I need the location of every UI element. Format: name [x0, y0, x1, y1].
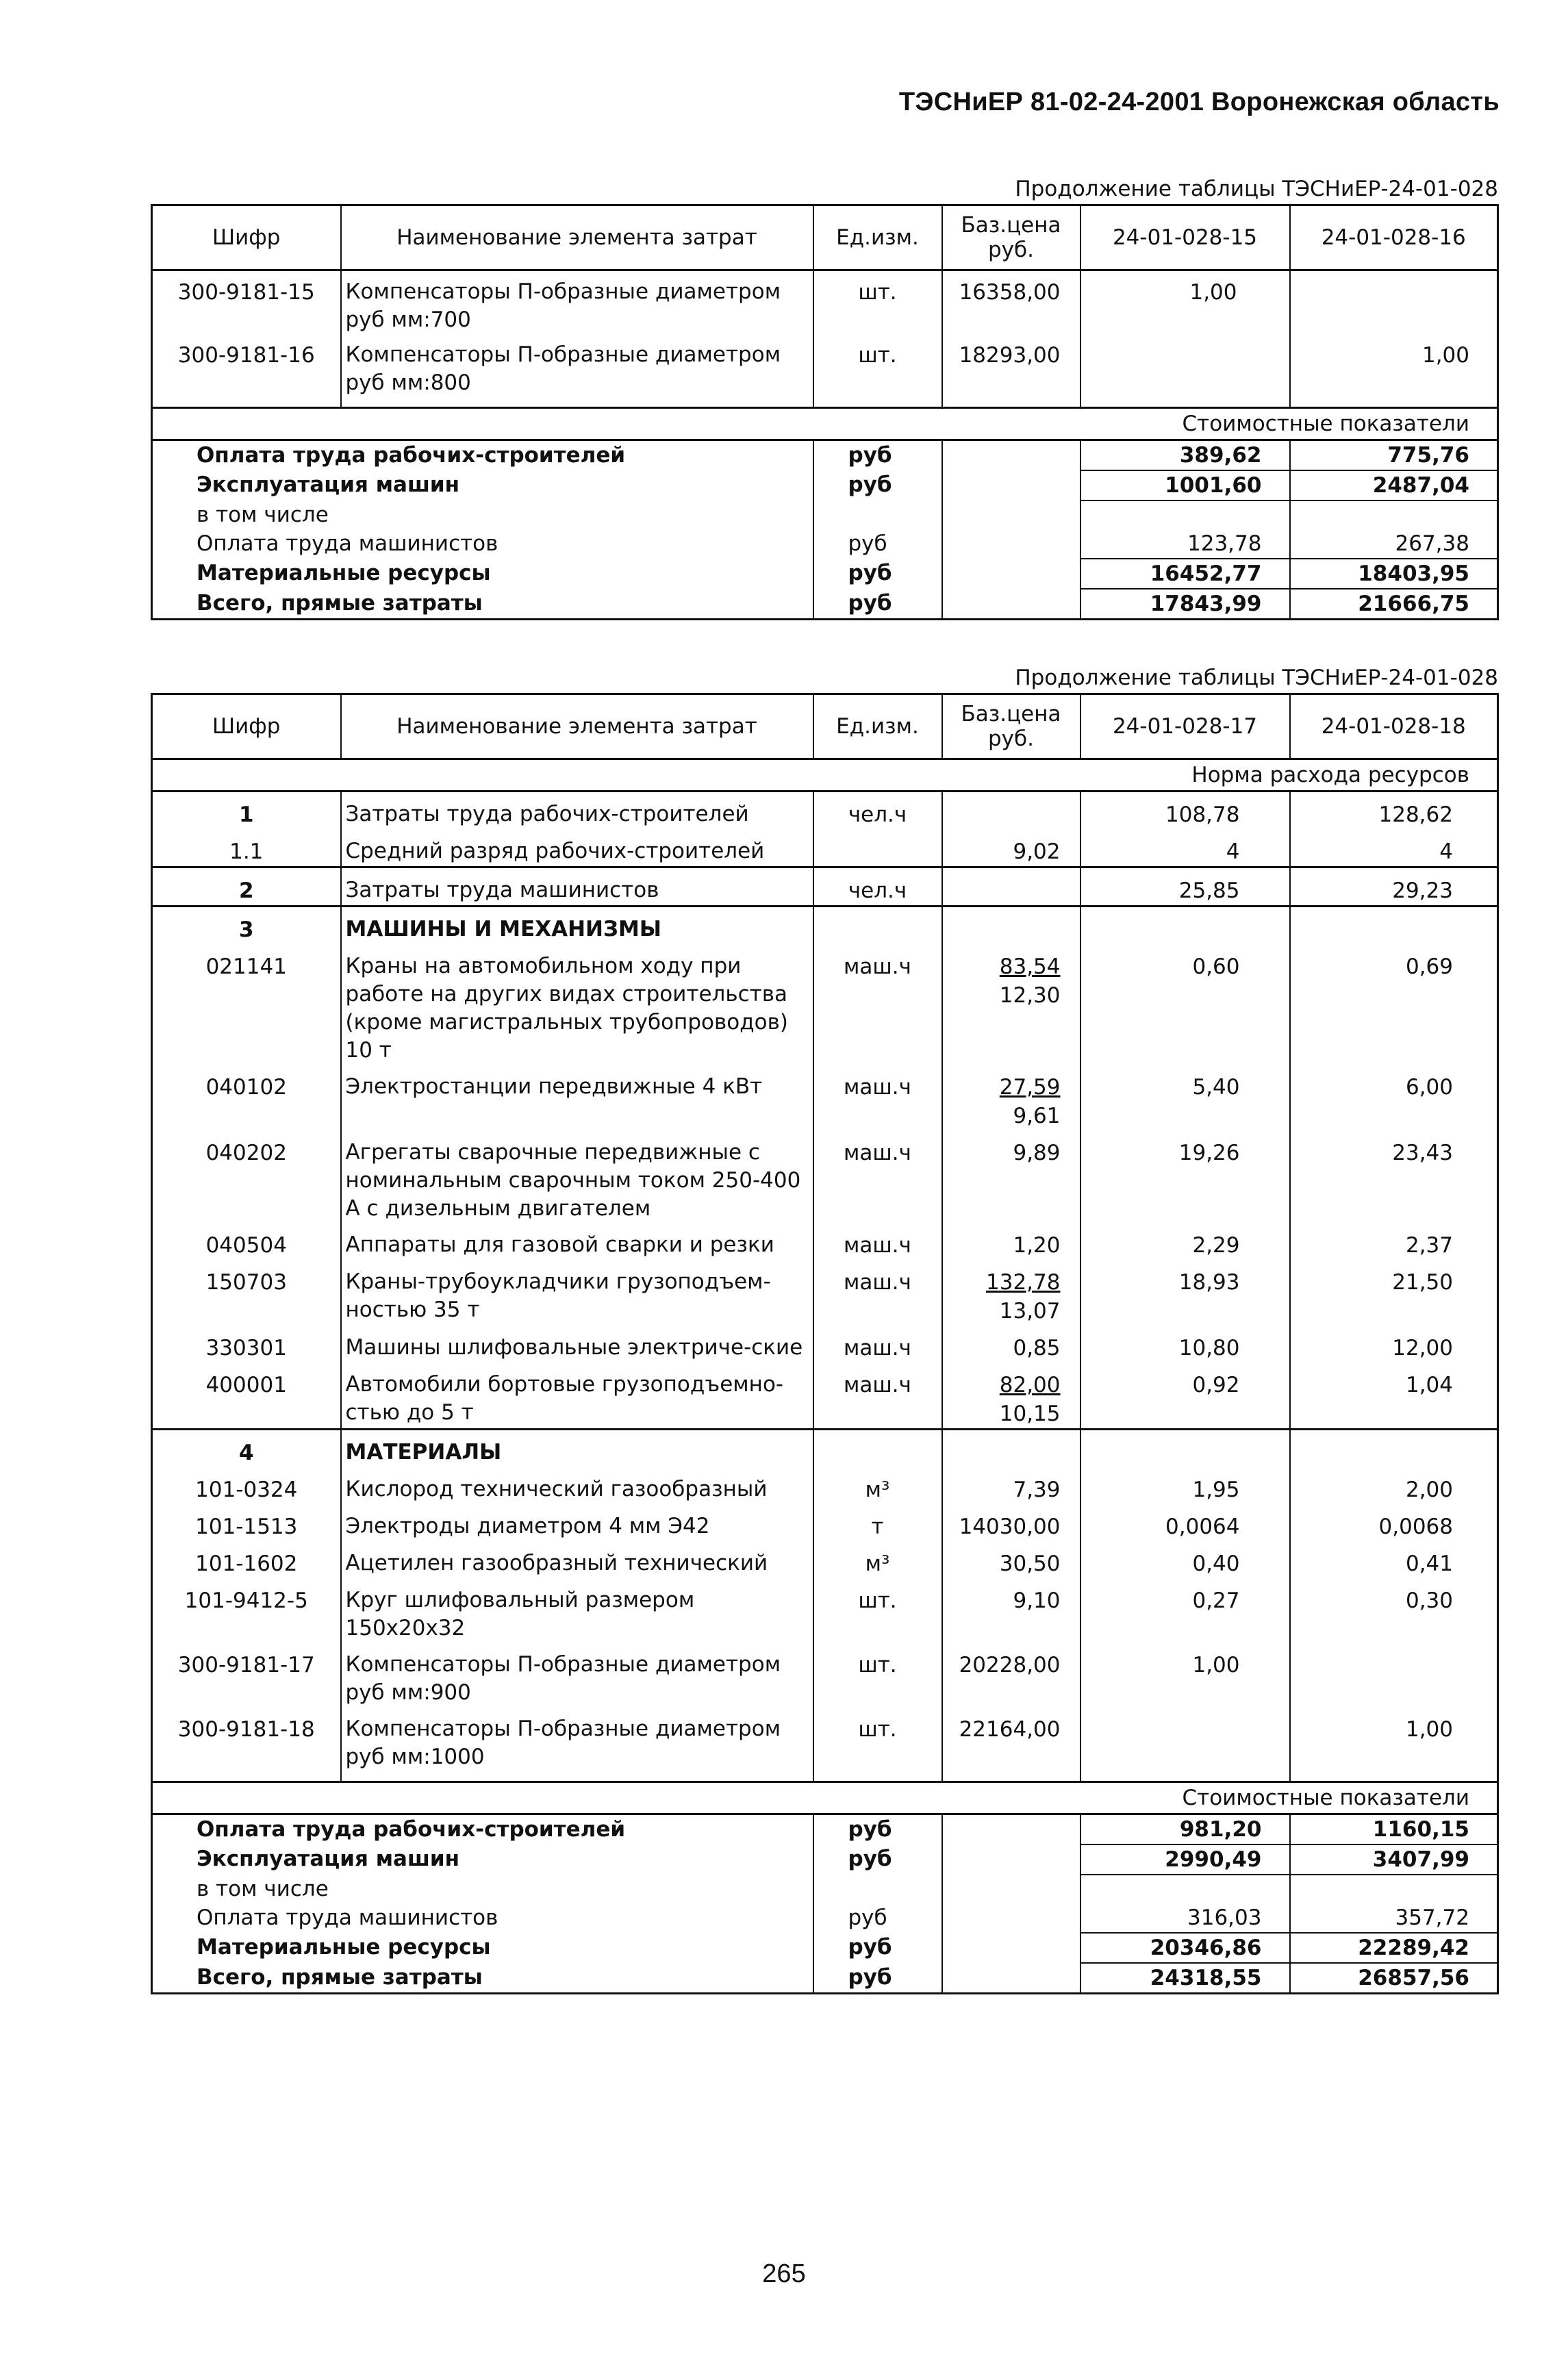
- row-price: [942, 867, 1080, 907]
- row-price: [942, 944, 1080, 1065]
- cost-value-1: 24318,55: [1080, 1963, 1290, 1994]
- row-value-2: 0,41: [1290, 1541, 1498, 1578]
- norm-section-title-row: [152, 759, 1498, 791]
- row-unit: шт.: [813, 270, 942, 335]
- row-unit: шт.: [813, 1707, 942, 1771]
- row-price-value: 82,00: [999, 1373, 1061, 1397]
- row-value-2: 1,04: [1290, 1362, 1498, 1430]
- cost-unit: руб: [813, 1933, 942, 1963]
- row-code: 4: [152, 1430, 341, 1468]
- table-row: [152, 907, 1498, 945]
- row-name: Средний разряд рабочих-строителей: [341, 829, 813, 867]
- row-value-2: 4: [1290, 829, 1498, 867]
- table-row: [152, 1260, 1498, 1326]
- norm-section-title: Норма расхода ресурсов: [152, 759, 1498, 791]
- row-unit: шт.: [813, 1643, 942, 1707]
- row-name: Затраты труда рабочих-строителей: [341, 791, 813, 830]
- row-value-2: 1,00: [1290, 334, 1498, 397]
- table-row: [152, 1467, 1498, 1504]
- row-value-1: 25,85: [1080, 867, 1290, 907]
- spacer-cell: [152, 1771, 341, 1782]
- spacer-cell: [942, 1771, 1080, 1782]
- row-unit: чел.ч: [813, 867, 942, 907]
- spacer-row: [152, 1771, 1498, 1782]
- cost-value-2: 22289,42: [1290, 1933, 1498, 1963]
- row-code: 150703: [205, 1270, 287, 1295]
- cost-value-2: 775,76: [1290, 440, 1498, 471]
- row-unit: маш.ч: [813, 1223, 942, 1260]
- row-price: [942, 1326, 1080, 1362]
- table-row: [152, 1541, 1498, 1578]
- cost-value-2: 357,72: [1290, 1903, 1498, 1933]
- row-name: МАШИНЫ И МЕХАНИЗМЫ: [341, 907, 813, 945]
- row-value-1: 0,92: [1080, 1362, 1290, 1430]
- table-row: [152, 1223, 1498, 1260]
- row-price-value: 18293,00: [959, 343, 1061, 368]
- cost-value-1: [1080, 500, 1290, 529]
- row-value-1: 0,40: [1080, 1541, 1290, 1578]
- row-value-2: 21,50: [1290, 1260, 1498, 1326]
- cost-label: Оплата труда машинистов: [197, 1905, 498, 1930]
- col-header-price: Баз.цена руб.: [942, 205, 1080, 270]
- row-price-value: 14030,00: [959, 1514, 1061, 1539]
- row-price: [942, 1065, 1080, 1130]
- cost-label: Оплата труда рабочих-строителей: [197, 443, 626, 468]
- row-price-value: 9,89: [1013, 1141, 1061, 1165]
- cost-label: Оплата труда машинистов: [197, 531, 498, 556]
- cost-price-empty: [942, 1963, 1080, 1994]
- cost-label: Всего, прямые затраты: [197, 1965, 483, 1990]
- table-row: [152, 1578, 1498, 1643]
- row-price: [942, 1467, 1080, 1504]
- row-price-value: 1,20: [1013, 1233, 1061, 1258]
- row-code: 1: [238, 802, 254, 827]
- row-value-1: 0,27: [1080, 1578, 1290, 1643]
- row-value-1: [1080, 1707, 1290, 1771]
- row-price: [942, 791, 1080, 830]
- row-code: 021141: [205, 954, 287, 979]
- row-code: 3: [152, 907, 341, 945]
- row-name: Краны-трубоукладчики грузоподъем-ностью 35 т: [341, 1260, 813, 1326]
- table-row: [152, 1643, 1498, 1707]
- row-name: Кислород технический газообразный: [341, 1467, 813, 1504]
- cost-value-1: 316,03: [1080, 1903, 1290, 1933]
- cost-section-title-row: [152, 1782, 1498, 1814]
- row-unit: маш.ч: [813, 1065, 942, 1130]
- row-name: Краны на автомобильном ходу при работе на других видах строительства (кроме магистральных трубопроводов) 10 т: [341, 944, 813, 1065]
- col-header-name: Наименование элемента затрат: [341, 205, 813, 270]
- row-price: [942, 1430, 1080, 1468]
- col-header-value-1: 24-01-028-17: [1080, 694, 1290, 759]
- row-unit: м³: [813, 1467, 942, 1504]
- row-value-2: [1290, 907, 1498, 945]
- cost-row: [152, 1903, 1498, 1933]
- row-unit: чел.ч: [813, 791, 942, 830]
- row-unit: м³: [813, 1541, 942, 1578]
- cost-unit: [813, 1875, 942, 1903]
- row-value-1: 2,29: [1080, 1223, 1290, 1260]
- row-value-2: 0,69: [1290, 944, 1498, 1065]
- cost-row: [152, 1875, 1498, 1903]
- row-name: Компенсаторы П-образные диаметром руб мм:700: [341, 270, 813, 335]
- row-code: 101-0324: [195, 1478, 298, 1502]
- row-value-1: [1080, 907, 1290, 945]
- cost-price-empty: [942, 1933, 1080, 1963]
- row-price-secondary: 13,07: [999, 1299, 1061, 1323]
- col-header-code: Шифр: [152, 205, 341, 270]
- cost-row: [152, 440, 1498, 471]
- row-unit: маш.ч: [813, 1362, 942, 1430]
- row-price: [942, 1130, 1080, 1223]
- row-price-value: 83,54: [999, 954, 1061, 979]
- page-number: 265: [762, 2259, 806, 2288]
- table-row: [152, 270, 1498, 335]
- cost-price-empty: [942, 559, 1080, 589]
- cost-row: [152, 1844, 1498, 1875]
- spacer-row: [152, 397, 1498, 408]
- cost-value-1: 389,62: [1080, 440, 1290, 471]
- row-price: [942, 829, 1080, 867]
- row-price-value: 132,78: [986, 1270, 1061, 1295]
- row-name: Машины шлифовальные электриче-ские: [341, 1326, 813, 1362]
- row-price-value: 20228,00: [959, 1653, 1061, 1677]
- cost-price-empty: [942, 1875, 1080, 1903]
- row-price: [942, 1643, 1080, 1707]
- cost-value-1: 123,78: [1080, 529, 1290, 559]
- row-name: Компенсаторы П-образные диаметром руб мм:800: [341, 334, 813, 397]
- cost-row: [152, 1963, 1498, 1994]
- cost-unit: руб: [813, 470, 942, 500]
- row-value-2: [1290, 270, 1498, 335]
- cost-label: Всего, прямые затраты: [197, 591, 483, 616]
- table-row: [152, 334, 1498, 397]
- row-price-value: 9,10: [1013, 1588, 1061, 1613]
- row-unit: маш.ч: [813, 1130, 942, 1223]
- table2: [151, 693, 1499, 1994]
- cost-value-1: 2990,49: [1080, 1844, 1290, 1875]
- col-header-unit: Ед.изм.: [813, 205, 942, 270]
- cost-row: [152, 559, 1498, 589]
- cost-label: Материальные ресурсы: [197, 1935, 491, 1960]
- row-unit: шт.: [813, 334, 942, 397]
- cost-value-2: [1290, 500, 1498, 529]
- cost-value-1: 17843,99: [1080, 589, 1290, 620]
- table-row: [152, 867, 1498, 907]
- row-price: [942, 1223, 1080, 1260]
- row-price-secondary: 10,15: [999, 1402, 1061, 1426]
- row-value-1: 108,78: [1080, 791, 1290, 830]
- row-name: Агрегаты сварочные передвижные с номинальным сварочным током 250-400 А с дизельным двигателем: [341, 1130, 813, 1223]
- col-header-value-2: 24-01-028-18: [1290, 694, 1498, 759]
- row-price: [942, 1578, 1080, 1643]
- row-value-1: 0,0064: [1080, 1504, 1290, 1541]
- row-value-1: 0,60: [1080, 944, 1290, 1065]
- row-name: Круг шлифовальный размером 150х20х32: [341, 1578, 813, 1643]
- table-row: [152, 1362, 1498, 1430]
- row-unit: [813, 829, 942, 867]
- row-name: Аппараты для газовой сварки и резки: [341, 1223, 813, 1260]
- row-value-1: 19,26: [1080, 1130, 1290, 1223]
- cost-unit: руб: [813, 1814, 942, 1845]
- row-value-2: 0,30: [1290, 1578, 1498, 1643]
- cost-label: Эксплуатация машин: [197, 472, 460, 497]
- col-header-code: Шифр: [152, 694, 341, 759]
- row-price-value: 0,85: [1013, 1336, 1061, 1360]
- row-price: [942, 1541, 1080, 1578]
- cost-unit: руб: [813, 1844, 942, 1875]
- row-value-2: 12,00: [1290, 1326, 1498, 1362]
- row-unit: [813, 907, 942, 945]
- cost-value-2: [1290, 1875, 1498, 1903]
- spacer-cell: [341, 397, 813, 408]
- row-code: 101-9412-5: [184, 1588, 308, 1613]
- row-price-value: 9,02: [1013, 839, 1061, 864]
- col-header-price: Баз.цена руб.: [942, 694, 1080, 759]
- table-row: [152, 1326, 1498, 1362]
- row-unit: т: [813, 1504, 942, 1541]
- spacer-cell: [1080, 397, 1290, 408]
- cost-label: Материальные ресурсы: [197, 561, 491, 585]
- table-row: [152, 829, 1498, 867]
- table1-caption: Продолжение таблицы ТЭСНиЕР-24-01-028: [1015, 177, 1498, 201]
- row-price: [942, 334, 1080, 397]
- cost-price-empty: [942, 529, 1080, 559]
- cost-section-title: Стоимостные показатели: [152, 1782, 1498, 1814]
- row-price-value: 27,59: [999, 1075, 1061, 1100]
- row-price: [942, 1707, 1080, 1771]
- cost-label: в том числе: [197, 503, 329, 527]
- row-value-2: 6,00: [1290, 1065, 1498, 1130]
- cost-price-empty: [942, 589, 1080, 620]
- row-price: [942, 1260, 1080, 1326]
- spacer-cell: [942, 397, 1080, 408]
- cost-row: [152, 529, 1498, 559]
- row-code: 040202: [205, 1141, 287, 1165]
- cost-value-2: 1160,15: [1290, 1814, 1498, 1845]
- row-value-2: 2,37: [1290, 1223, 1498, 1260]
- row-value-2: 29,23: [1290, 867, 1498, 907]
- row-value-1: [1080, 1430, 1290, 1468]
- cost-value-1: 20346,86: [1080, 1933, 1290, 1963]
- row-name: Компенсаторы П-образные диаметром руб мм:1000: [341, 1707, 813, 1771]
- row-code: 300-9181-15: [177, 280, 315, 305]
- cost-row: [152, 1814, 1498, 1845]
- col-header-name: Наименование элемента затрат: [341, 694, 813, 759]
- row-code: 300-9181-16: [177, 343, 315, 368]
- row-code: 300-9181-18: [177, 1717, 315, 1742]
- row-price-value: 22164,00: [959, 1717, 1061, 1742]
- table2-caption: Продолжение таблицы ТЭСНиЕР-24-01-028: [1015, 665, 1498, 690]
- cost-unit: [813, 500, 942, 529]
- row-name: Электроды диаметром 4 мм Э42: [341, 1504, 813, 1541]
- col-header-unit: Ед.изм.: [813, 694, 942, 759]
- cost-row: [152, 1933, 1498, 1963]
- row-value-1: [1080, 334, 1290, 397]
- row-value-2: [1290, 1643, 1498, 1707]
- row-price-secondary: 9,61: [1013, 1104, 1061, 1128]
- row-value-1: 1,00: [1080, 270, 1290, 335]
- row-value-1: 5,40: [1080, 1065, 1290, 1130]
- col-header-value-2: 24-01-028-16: [1290, 205, 1498, 270]
- cost-price-empty: [942, 1844, 1080, 1875]
- cost-price-empty: [942, 500, 1080, 529]
- spacer-cell: [813, 397, 942, 408]
- table-row: [152, 1065, 1498, 1130]
- row-value-2: 128,62: [1290, 791, 1498, 830]
- cost-unit: руб: [813, 589, 942, 620]
- row-unit: маш.ч: [813, 1260, 942, 1326]
- row-name: Ацетилен газообразный технический: [341, 1541, 813, 1578]
- cost-row: [152, 500, 1498, 529]
- table-row: [152, 1707, 1498, 1771]
- table-row: [152, 1504, 1498, 1541]
- row-price-value: 30,50: [999, 1551, 1061, 1576]
- row-name: МАТЕРИАЛЫ: [341, 1430, 813, 1468]
- row-unit: маш.ч: [813, 944, 942, 1065]
- cost-value-2: 18403,95: [1290, 559, 1498, 589]
- row-code: 1.1: [229, 839, 264, 864]
- cost-row: [152, 470, 1498, 500]
- spacer-cell: [152, 397, 341, 408]
- spacer-cell: [1080, 1771, 1290, 1782]
- row-value-2: 23,43: [1290, 1130, 1498, 1223]
- row-price: [942, 1362, 1080, 1430]
- row-value-1: 4: [1080, 829, 1290, 867]
- cost-unit: руб: [813, 529, 942, 559]
- cost-label: Эксплуатация машин: [197, 1847, 460, 1871]
- cost-value-2: 267,38: [1290, 529, 1498, 559]
- row-code: 300-9181-17: [177, 1653, 315, 1677]
- row-name: Автомобили бортовые грузоподъемно-стью до 5 т: [341, 1362, 813, 1430]
- cost-unit: руб: [813, 1963, 942, 1994]
- row-code: 040102: [205, 1075, 287, 1100]
- cost-unit: руб: [813, 1903, 942, 1933]
- row-value-1: 1,00: [1080, 1643, 1290, 1707]
- cost-unit: руб: [813, 440, 942, 471]
- cost-section-title: Стоимостные показатели: [152, 408, 1498, 440]
- row-code: 330301: [205, 1336, 287, 1360]
- spacer-cell: [1290, 397, 1498, 408]
- row-value-1: 18,93: [1080, 1260, 1290, 1326]
- cost-value-2: 21666,75: [1290, 589, 1498, 620]
- cost-label: в том числе: [197, 1877, 329, 1901]
- row-unit: [813, 1430, 942, 1468]
- table-header-row: [152, 694, 1498, 759]
- cost-price-empty: [942, 470, 1080, 500]
- row-value-1: 1,95: [1080, 1467, 1290, 1504]
- table-row: [152, 1430, 1498, 1468]
- row-price-value: 7,39: [1013, 1478, 1061, 1502]
- row-price-value: 16358,00: [959, 280, 1061, 305]
- cost-row: [152, 589, 1498, 620]
- col-header-value-1: 24-01-028-15: [1080, 205, 1290, 270]
- spacer-cell: [813, 1771, 942, 1782]
- row-name: Компенсаторы П-образные диаметром руб мм:900: [341, 1643, 813, 1707]
- cost-price-empty: [942, 1903, 1080, 1933]
- cost-unit: руб: [813, 559, 942, 589]
- row-price: [942, 1504, 1080, 1541]
- cost-value-1: 16452,77: [1080, 559, 1290, 589]
- row-price-secondary: 12,30: [999, 983, 1061, 1008]
- row-code: 040504: [205, 1233, 287, 1258]
- table-row: [152, 791, 1498, 830]
- table-row: [152, 944, 1498, 1065]
- cost-value-2: 2487,04: [1290, 470, 1498, 500]
- row-value-2: 2,00: [1290, 1467, 1498, 1504]
- row-unit: шт.: [813, 1578, 942, 1643]
- row-value-1: 10,80: [1080, 1326, 1290, 1362]
- row-code: 101-1513: [195, 1514, 298, 1539]
- cost-value-1: 981,20: [1080, 1814, 1290, 1845]
- table-header-row: [152, 205, 1498, 270]
- document-header: ТЭСНиЕР 81-02-24-2001 Воронежская область: [898, 88, 1500, 116]
- cost-price-empty: [942, 440, 1080, 471]
- row-value-2: 0,0068: [1290, 1504, 1498, 1541]
- spacer-cell: [1290, 1771, 1498, 1782]
- table-row: [152, 1130, 1498, 1223]
- row-code: 101-1602: [195, 1551, 298, 1576]
- row-name: Затраты труда машинистов: [341, 867, 813, 907]
- row-unit: маш.ч: [813, 1326, 942, 1362]
- cost-section-title-row: [152, 408, 1498, 440]
- table1: [151, 204, 1499, 620]
- cost-value-2: 26857,56: [1290, 1963, 1498, 1994]
- row-value-2: [1290, 1430, 1498, 1468]
- row-price: [942, 270, 1080, 335]
- row-name: Электростанции передвижные 4 кВт: [341, 1065, 813, 1130]
- cost-label: Оплата труда рабочих-строителей: [197, 1817, 626, 1842]
- row-value-2: 1,00: [1290, 1707, 1498, 1771]
- cost-value-1: [1080, 1875, 1290, 1903]
- cost-price-empty: [942, 1814, 1080, 1845]
- spacer-cell: [341, 1771, 813, 1782]
- cost-value-1: 1001,60: [1080, 470, 1290, 500]
- row-code: 400001: [205, 1373, 287, 1397]
- cost-value-2: 3407,99: [1290, 1844, 1498, 1875]
- row-price: [942, 907, 1080, 945]
- row-code: 2: [152, 867, 341, 907]
